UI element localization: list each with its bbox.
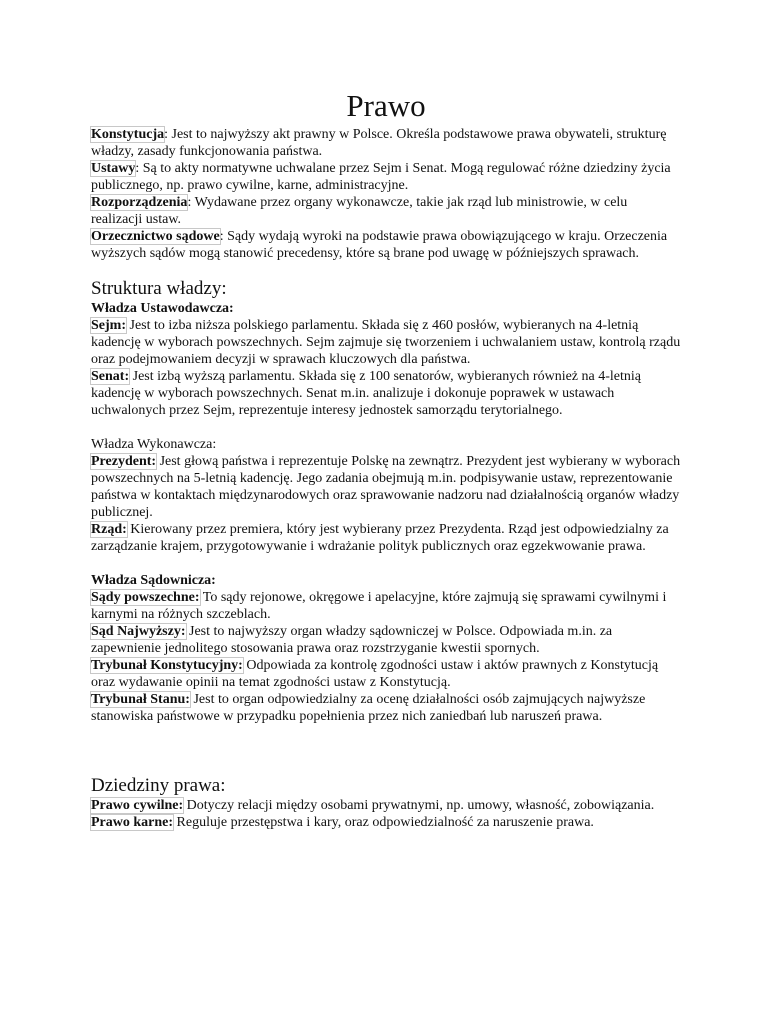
- item-text: To sądy rejonowe, okręgowe i apelacyjne, które zajmują się sprawami cywilnymi i karnymi na różnych szczeblach.: [91, 590, 667, 622]
- item-sejm: [91, 317, 681, 368]
- item-rzad: [91, 521, 681, 555]
- item-text: Jest to najwyższy organ władzy sądowniczej w Polsce. Odpowiada m.in. za zapewnienie jednolitego stosowania prawa oraz rozstrzyganie kwestii spornych.: [91, 624, 613, 656]
- definition-text: Wydawane przez organy wykonawcze, takie jak rząd lub ministrowie, w celu realizacji ustaw.: [91, 195, 628, 227]
- item-text: Jest głową państwa i reprezentuje Polskę na zewnątrz. Prezydent jest wybierany w wyborach powszechnych na 5-letnią kadencję. Jego zadania obejmują m.in. podpisywanie ustaw, reprezentowanie państwa w kontaktach międzynarodowych oraz sprawowanie nadzoru nad działalnością organów władzy publicznej.: [91, 454, 681, 520]
- item-text: Kierowany przez premiera, który jest wybierany przez Prezydenta. Rząd jest odpowiedzialny za zarządzanie krajem, przygotowywanie i wdrażanie polityk publicznych oraz egzekwowanie prawa.: [91, 522, 669, 554]
- item-trybunal-stanu: [91, 691, 681, 725]
- item-term: Sejm:: [91, 318, 126, 333]
- item-sad-najwyzszy: [91, 623, 681, 657]
- definition-konstytucja: [91, 126, 681, 160]
- item-term: Trybunał Konstytucyjny:: [91, 658, 243, 673]
- item-text: Odpowiada za kontrolę zgodności ustaw i aktów prawnych z Konstytucją oraz wydawanie opinii na temat zgodności ustaw z Konstytucją.: [91, 658, 659, 690]
- item-sady-powszechne: [91, 589, 681, 623]
- spacer: [91, 725, 681, 775]
- definition-text: Sądy wydają wyroki na podstawie prawa obowiązującego w kraju. Orzeczenia wyższych sądów mogą stanowić precedensy, które są brane pod uwagę w późniejszych sprawach.: [91, 229, 668, 261]
- intro-section: [91, 126, 681, 262]
- definition-separator: :: [187, 195, 192, 210]
- item-text: Jest to izba niższa polskiego parlamentu. Składa się z 460 posłów, wybieranych na 4-letnią kadencję w wyborach powszechnych. Sejm zajmuje się tworzeniem i uchwalaniem ustaw, kontrolą rządu oraz podejmowaniem decyzji w sprawach kluczowych dla państwa.: [91, 318, 681, 367]
- definition-text: Są to akty normatywne uchwalane przez Sejm i Senat. Mogą regulować różne dziedziny życia publicznego, np. prawo cywilne, karne, administracyjne.: [91, 161, 671, 193]
- item-term: Prezydent:: [91, 454, 157, 469]
- definition-ustawy: [91, 160, 681, 194]
- definition-rozporzadzenia: [91, 194, 681, 228]
- definition-text: Jest to najwyższy akt prawny w Polsce. Określa podstawowe prawa obywateli, strukturę władzy, zasady funkcjonowania państwa.: [91, 127, 667, 159]
- item-term: Trybunał Stanu:: [91, 692, 190, 707]
- item-term: Senat:: [91, 369, 130, 384]
- section-heading-fields: Dziedziny prawa:: [91, 775, 226, 796]
- item-prezydent: [91, 453, 681, 521]
- item-text: Reguluje przestępstwa i kary, oraz odpowiedzialność za naruszenie prawa.: [173, 815, 594, 830]
- spacer: [91, 262, 681, 278]
- definition-separator: :: [164, 127, 169, 142]
- fields-section: [91, 775, 681, 831]
- item-trybunal-konstytucyjny: [91, 657, 681, 691]
- spacer: [91, 555, 681, 572]
- subheading-legislative: Władza Ustawodawcza:: [91, 301, 234, 316]
- item-term: Prawo cywilne:: [91, 798, 184, 813]
- item-prawo-karne: [91, 814, 681, 831]
- structure-section: [91, 278, 681, 725]
- definition-separator: :: [135, 161, 140, 176]
- item-text: Jest izbą wyższą parlamentu. Składa się z 100 senatorów, wybieranych również na 4-letnią kadencję w wyborach powszechnych. Senat m.in. analizuje i dokonuje poprawek w ustawach uchwalonych przez Sejm, reprezentuje interesy jednostek samorządu terytorialnego.: [91, 369, 641, 418]
- item-term: Rząd:: [91, 522, 127, 537]
- item-prawo-cywilne: [91, 797, 681, 814]
- item-text: Jest to organ odpowiedzialny za ocenę działalności osób zajmujących najwyższe stanowiska państwowe w przypadku popełnienia przez nich zaniedbań lub naruszeń prawa.: [91, 692, 646, 724]
- page-title: Prawo: [346, 88, 426, 123]
- item-text: Dotyczy relacji między osobami prywatnymi, np. umowy, własność, zobowiązania.: [183, 798, 655, 813]
- definition-term: Orzecznictwo sądowe: [91, 229, 220, 244]
- item-term: Sąd Najwyższy:: [91, 624, 186, 639]
- subheading-judicial: Władza Sądownicza:: [91, 573, 216, 588]
- spacer: [91, 419, 681, 436]
- item-senat: [91, 368, 681, 419]
- subheading-executive: Władza Wykonawcza:: [91, 437, 217, 452]
- item-term: Prawo karne:: [91, 815, 174, 830]
- definition-separator: :: [219, 229, 224, 244]
- definition-term: Konstytucja: [91, 127, 165, 142]
- definition-term: Ustawy: [91, 161, 136, 176]
- definition-orzecznictwo: [91, 228, 681, 262]
- item-term: Sądy powszechne:: [91, 590, 200, 605]
- definition-term: Rozporządzenia: [91, 195, 188, 210]
- section-heading-structure: Struktura władzy:: [91, 278, 227, 299]
- document-page: [91, 86, 681, 831]
